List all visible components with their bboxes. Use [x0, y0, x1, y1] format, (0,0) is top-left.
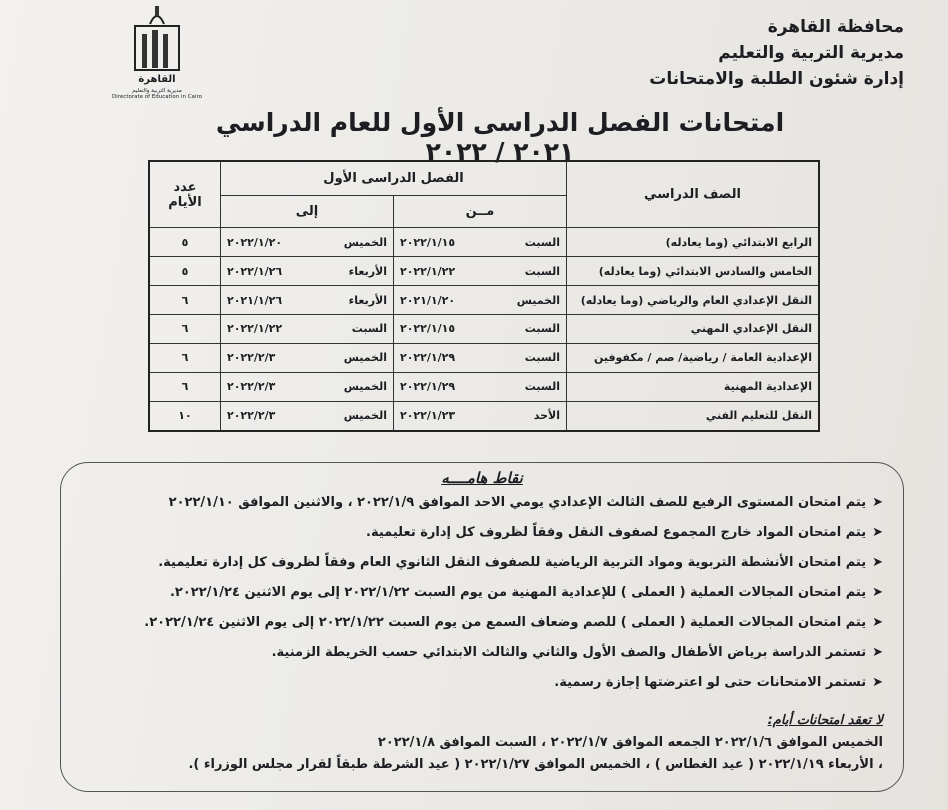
header-line1: محافظة القاهرة — [767, 17, 904, 37]
days-cell: ٦ — [149, 286, 221, 315]
table-row — [149, 315, 819, 344]
note-item — [169, 495, 883, 510]
logo-name: القاهرة — [138, 74, 176, 85]
from-cell — [394, 286, 567, 315]
header-days: عدد الأيام — [149, 161, 221, 228]
from-cell — [394, 257, 567, 286]
grade-cell: النقل للتعليم الفني — [567, 401, 820, 431]
days-cell: ٦ — [149, 343, 221, 372]
note-item — [144, 615, 883, 630]
grade-cell: النقل الإعدادي العام والرياضي (وما يعادله) — [567, 286, 820, 315]
table-row — [149, 343, 819, 372]
note-text: يتم امتحان المواد خارج المجموع لصفوف النقل وفقاً لظروف كل إدارة تعليمية. — [366, 525, 867, 540]
days-cell: ٦ — [149, 315, 221, 344]
header-term: الفصل الدراسى الأول — [221, 161, 567, 195]
from-day: السبت — [524, 380, 560, 394]
from-date: ٢٠٢٢/١/٢٩ — [400, 380, 456, 394]
note-text: يتم امتحان الأنشطة التربوية ومواد التربية الرياضية للصفوف النقل الثانوي العام وفقاً لظروف كل إدارة تعليمية. — [158, 555, 867, 570]
bullet-arrow-icon: ➤ — [872, 675, 883, 690]
table-header-row — [149, 161, 819, 195]
from-date: ٢٠٢١/١/٢٠ — [400, 293, 456, 307]
header-to: إلى — [221, 195, 394, 228]
table-row — [149, 401, 819, 431]
header-from: مــن — [394, 195, 567, 228]
table-row — [149, 286, 819, 315]
table-row — [149, 372, 819, 401]
grade-cell: النقل الإعدادي المهني — [567, 315, 820, 344]
to-date: ٢٠٢٢/١/٢٦ — [227, 264, 283, 278]
from-day: الأحد — [533, 409, 560, 423]
to-date: ٢٠٢٢/١/٢٠ — [227, 235, 283, 249]
from-cell — [394, 228, 567, 257]
to-day: الخميس — [343, 380, 387, 394]
page-title: امتحانات الفصل الدراسى الأول للعام الدراسي ٢٠٢١ / ٢٠٢٢ — [215, 108, 785, 166]
from-date: ٢٠٢٢/١/٢٢ — [400, 264, 456, 278]
no-exam-line1: الخميس الموافق ٢٠٢٢/١/٦ الجمعه الموافق ٢٠٢٢/١/٧ ، السبت الموافق ٢٠٢٢/١/٨ — [377, 735, 883, 750]
to-cell — [221, 257, 394, 286]
from-day: السبت — [524, 322, 560, 336]
days-cell: ٥ — [149, 228, 221, 257]
to-cell — [221, 286, 394, 315]
grade-cell: الإعدادية العامة / رياضية/ صم / مكفوفين — [567, 343, 820, 372]
note-text: يتم امتحان المجالات العملية ( العملى ) للإعدادية المهنية من يوم السبت ٢٠٢٢/١/٢٢ إلى يوم الاثنين ٢٠٢٢/١/٢٤. — [169, 585, 867, 600]
to-cell — [221, 315, 394, 344]
days-cell: ١٠ — [149, 401, 221, 431]
header-line2: مديرية التربية والتعليم — [718, 43, 904, 63]
to-cell — [221, 343, 394, 372]
to-date: ٢٠٢٢/١/٢٢ — [227, 322, 283, 336]
from-date: ٢٠٢٢/١/١٥ — [400, 235, 456, 249]
bullet-arrow-icon: ➤ — [872, 555, 883, 570]
bullet-arrow-icon: ➤ — [872, 495, 883, 510]
to-date: ٢٠٢١/١/٢٦ — [227, 293, 283, 307]
from-day: السبت — [524, 264, 560, 278]
to-date: ٢٠٢٢/٢/٣ — [227, 409, 276, 423]
to-cell — [221, 228, 394, 257]
days-cell: ٥ — [149, 257, 221, 286]
from-date: ٢٠٢٢/١/٢٩ — [400, 351, 456, 365]
from-cell — [394, 372, 567, 401]
header-block — [649, 14, 904, 92]
table-row — [149, 228, 819, 257]
to-day: الخميس — [343, 409, 387, 423]
days-cell: ٦ — [149, 372, 221, 401]
bullet-arrow-icon: ➤ — [872, 525, 883, 540]
to-day: الأربعاء — [348, 293, 387, 307]
cairo-emblem-icon — [102, 4, 212, 74]
note-text: يتم امتحان المجالات العملية ( العملى ) للصم وضعاف السمع من يوم السبت ٢٠٢٢/١/٢٢ إلى يوم الاثنين ٢٠٢٢/١/٢٤. — [144, 615, 867, 630]
to-day: الأربعاء — [348, 264, 387, 278]
grade-cell: الإعدادية المهنية — [567, 372, 820, 401]
from-day: السبت — [524, 351, 560, 365]
logo-subtitle — [102, 88, 212, 100]
grade-cell: الرابع الابتدائي (وما يعادله) — [567, 228, 820, 257]
grade-cell: الخامس والسادس الابتدائي (وما يعادله) — [567, 257, 820, 286]
note-item — [554, 675, 883, 690]
exam-schedule-table — [148, 160, 820, 432]
from-day: السبت — [524, 235, 560, 249]
to-cell — [221, 401, 394, 431]
notes-title: نقاط هامــــه — [441, 469, 523, 487]
table-row — [149, 257, 819, 286]
to-day: الخميس — [343, 351, 387, 365]
no-exam-line2: ، الأربعاء ٢٠٢٢/١/١٩ ( عيد الغطاس ) ، الخميس الموافق ٢٠٢٢/١/٢٧ ( عيد الشرطة طبقاً لقرار مجلس الوزراء ). — [188, 757, 883, 772]
to-cell — [221, 372, 394, 401]
from-day: الخميس — [516, 293, 560, 307]
note-text: تستمر الدراسة برياض الأطفال والصف الأول والثاني والثالث الابتدائي حسب الخريطة الزمنية. — [271, 645, 867, 660]
note-item — [158, 555, 883, 570]
from-cell — [394, 401, 567, 431]
from-cell — [394, 315, 567, 344]
from-date: ٢٠٢٢/١/٢٣ — [400, 409, 456, 423]
note-text: تستمر الامتحانات حتى لو اعترضتها إجازة رسمية. — [554, 675, 867, 690]
note-text: يتم امتحان المستوى الرفيع للصف الثالث الإعدادي يومي الاحد الموافق ٢٠٢٢/١/٩ ، والاثنين الموافق ٢٠٢٢/١/١٠ — [168, 495, 867, 510]
from-cell — [394, 343, 567, 372]
no-exam-title: لا تعقد امتحانات أيام: — [767, 713, 883, 728]
bullet-arrow-icon: ➤ — [872, 585, 883, 600]
notes-box — [60, 462, 904, 792]
to-date: ٢٠٢٢/٢/٣ — [227, 351, 276, 365]
to-day: السبت — [351, 322, 387, 336]
bullet-arrow-icon: ➤ — [872, 645, 883, 660]
to-date: ٢٠٢٢/٢/٣ — [227, 380, 276, 394]
to-day: الخميس — [343, 235, 387, 249]
logo-subtitle-ar: مديرية التربية والتعليم — [132, 88, 182, 94]
cairo-logo — [102, 4, 212, 104]
note-item — [170, 585, 883, 600]
from-date: ٢٠٢٢/١/١٥ — [400, 322, 456, 336]
note-item — [272, 645, 883, 660]
logo-subtitle-en: Directorate of Education in Cairo — [112, 94, 202, 100]
header-grade: الصف الدراسي — [567, 161, 820, 228]
note-item — [366, 525, 883, 540]
header-line3: إدارة شئون الطلبة والامتحانات — [649, 69, 904, 89]
bullet-arrow-icon: ➤ — [872, 615, 883, 630]
